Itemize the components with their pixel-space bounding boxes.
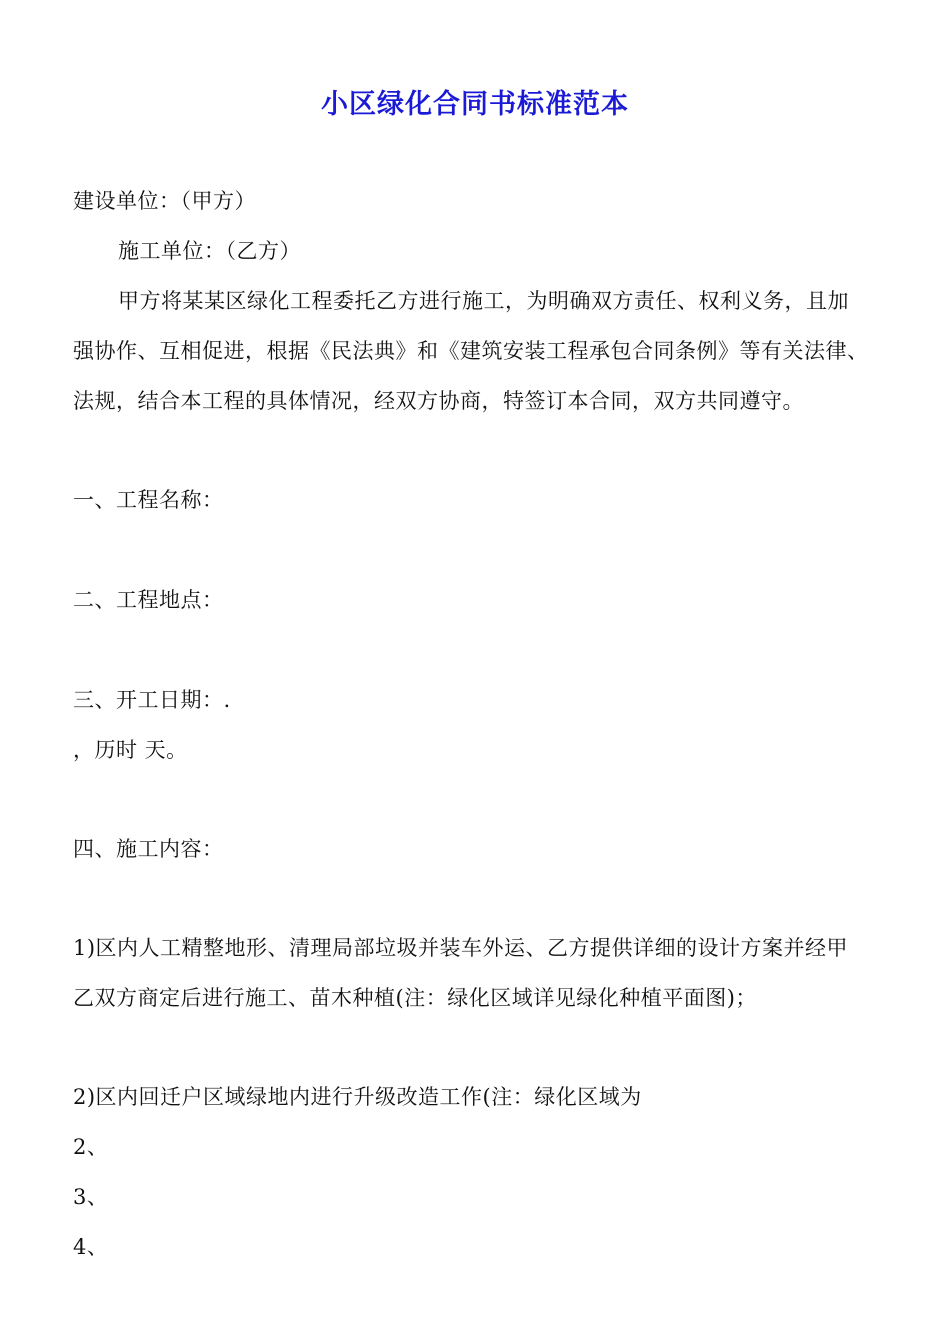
section-construction-content: 四、施工内容： [73, 837, 224, 861]
list-item: 2)区内回迁户区域绿地内进行升级改造工作(注：绿化区域为 [73, 1085, 642, 1109]
section-project-location: 二、工程地点： [73, 588, 224, 612]
intro-line-2: 强协作、互相促进，根据《民法典》和《建筑安装工程承包合同条例》等有关法律、 [73, 339, 869, 363]
document-title: 小区绿化合同书标准范本 [321, 89, 629, 120]
intro-line-3: 法规，结合本工程的具体情况，经双方协商，特签订本合同，双方共同遵守。 [73, 389, 804, 413]
section-start-date: 三、开工日期：. [73, 688, 231, 712]
list-item: 1)区内人工精整地形、清理局部垃圾并装车外运、乙方提供详细的设计方案并经甲 [73, 936, 849, 960]
intro-line-1: 甲方将某某区绿化工程委托乙方进行施工，为明确双方责任、权利义务，且加 [118, 289, 849, 313]
list-item: 4、 [73, 1235, 109, 1259]
list-item: 3、 [73, 1185, 109, 1209]
party-a-line: 建设单位：（甲方） [73, 189, 256, 213]
party-b-line: 施工单位：（乙方） [118, 239, 301, 263]
list-item: 乙双方商定后进行施工、苗木种植(注：绿化区域详见绿化种植平面图)； [73, 986, 757, 1010]
section-duration: ，历时 天。 [73, 738, 188, 762]
list-item: 2、 [73, 1135, 109, 1159]
section-project-name: 一、工程名称： [73, 488, 224, 512]
